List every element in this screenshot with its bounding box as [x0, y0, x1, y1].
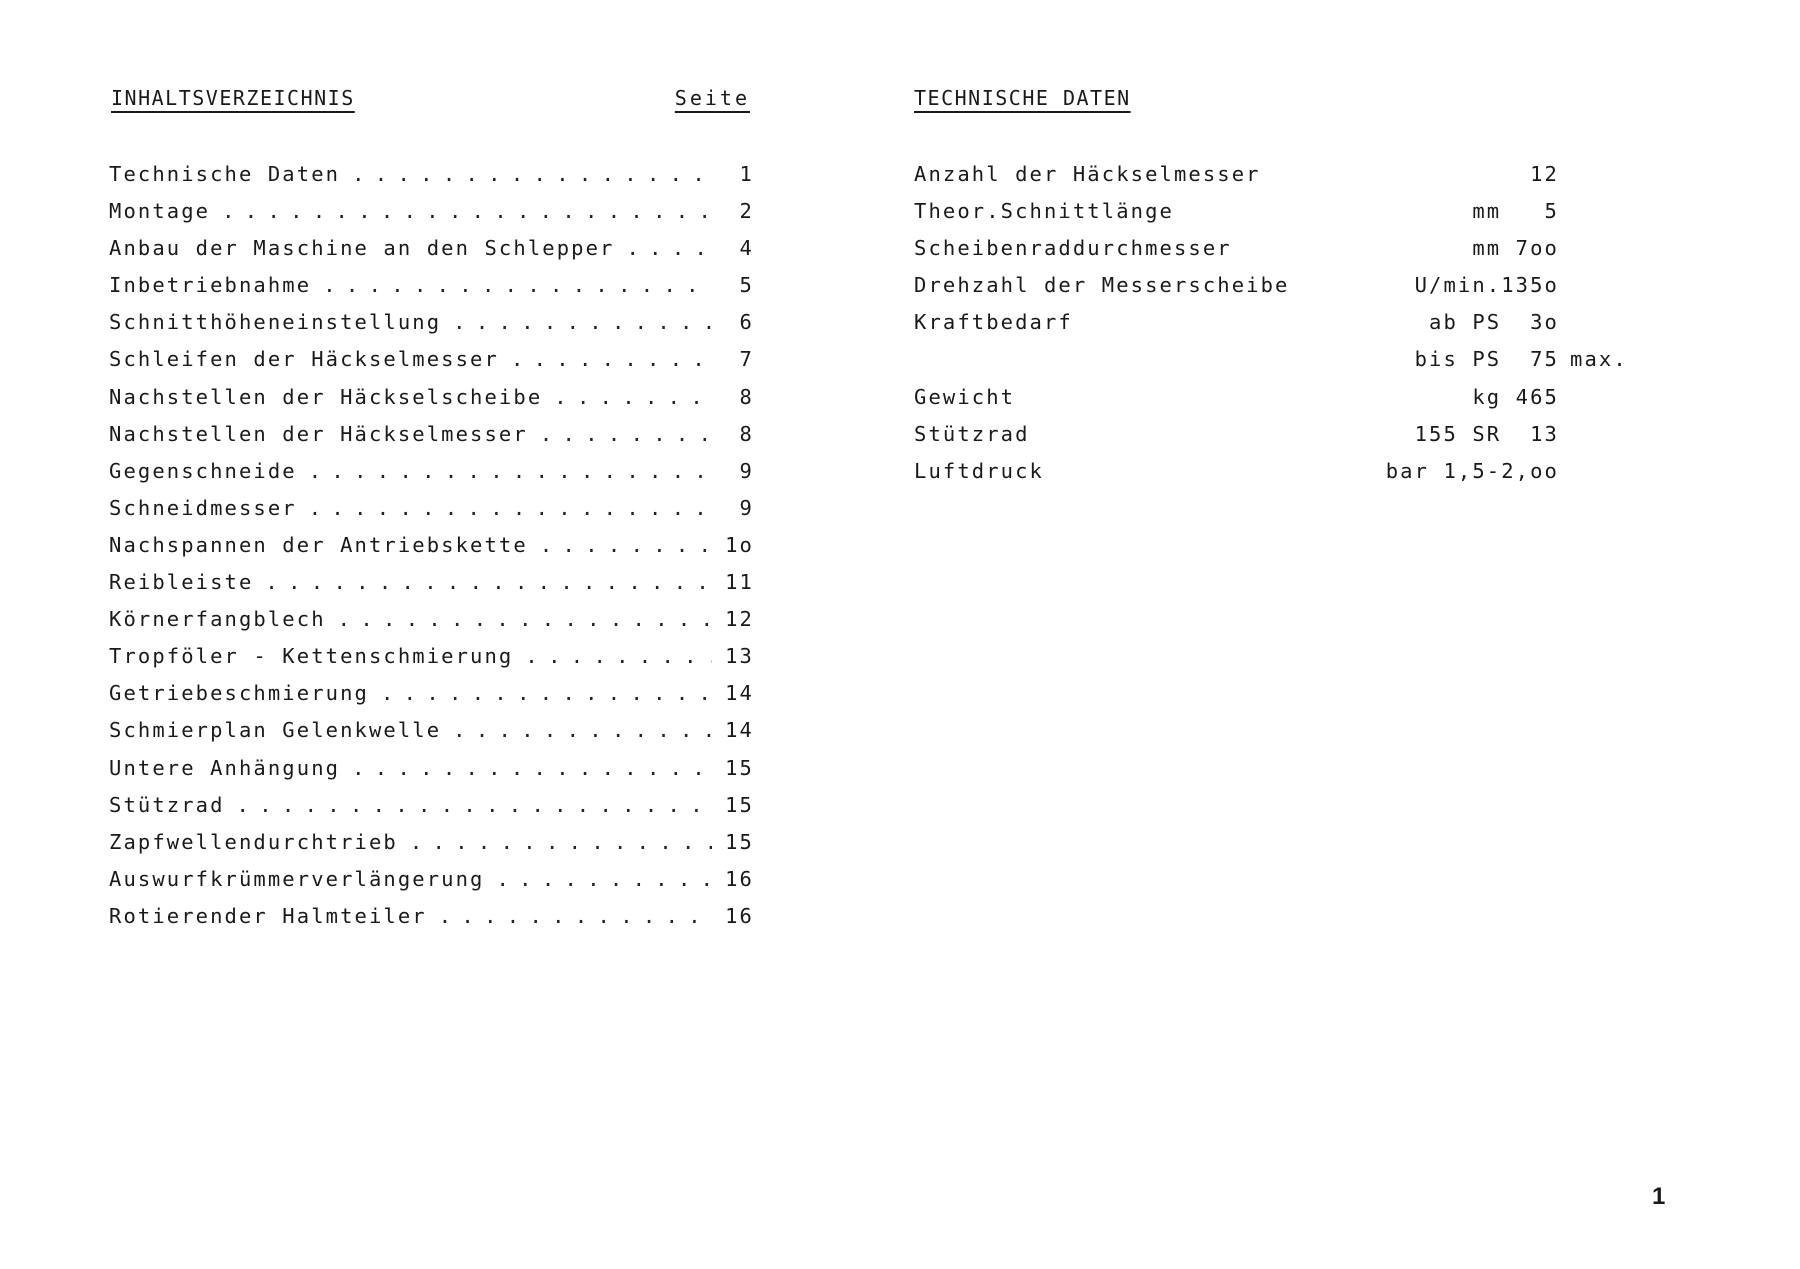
- toc-entry-page: 14: [725, 718, 754, 743]
- toc-entry: [109, 756, 754, 793]
- toc-entry-label: Montage: [109, 199, 211, 224]
- toc-entry-page: 2: [739, 199, 754, 224]
- tech-row-label: Kraftbedarf: [914, 310, 1073, 335]
- toc-entry: [109, 793, 754, 830]
- toc-leader-dots: [453, 310, 712, 334]
- tech-row: [914, 236, 1714, 273]
- toc-entry-label: Nachstellen der Häckselscheibe: [109, 384, 543, 409]
- toc-entry-page: 5: [739, 273, 754, 298]
- toc-entry-label: Rotierender Halmteiler: [109, 903, 427, 928]
- toc-entry-label: Auswurfkrümmerverlängerung: [109, 866, 485, 891]
- toc-entry-label: Reibleiste: [109, 570, 254, 595]
- toc-entry-page: 9: [739, 458, 754, 483]
- toc-entry: [109, 310, 754, 347]
- toc-entry-label: Untere Anhängung: [109, 755, 341, 780]
- toc-leader-dots: [338, 607, 712, 631]
- tech-title: TECHNISCHE DATEN: [914, 86, 1131, 110]
- toc-entry: [109, 867, 754, 904]
- toc-entry-page: 4: [739, 236, 754, 261]
- tech-row-value: bis PS 75: [1414, 347, 1559, 372]
- tech-row-label: Drehzahl der Messerscheibe: [914, 273, 1290, 298]
- toc-entry-page: 15: [725, 755, 754, 780]
- toc-entry-page: 8: [739, 384, 754, 409]
- toc-entry-page: 1: [739, 162, 754, 186]
- toc-leader-dots: [309, 496, 712, 520]
- toc-title: INHALTSVERZEICHNIS: [111, 86, 355, 110]
- toc-entry-label: Schmierplan Gelenkwelle: [109, 718, 442, 743]
- toc-entry: [109, 459, 754, 496]
- toc-entry: [109, 570, 754, 607]
- toc-entry-page: 15: [725, 792, 754, 817]
- toc-entry-page: 7: [739, 347, 754, 372]
- toc-entry-label: Technische Daten: [109, 162, 341, 186]
- toc-leader-dots: [410, 830, 712, 854]
- toc-entry-page: 15: [725, 829, 754, 854]
- toc-leader-dots: [309, 459, 712, 483]
- toc-leader-dots: [352, 756, 712, 780]
- toc-entry-label: Nachspannen der Antriebskette: [109, 532, 528, 557]
- toc-entry: [109, 273, 754, 310]
- toc-entry-page: 1o: [725, 532, 754, 557]
- tech-row-value: U/min.135o: [1414, 273, 1559, 298]
- toc-entry: [109, 496, 754, 533]
- tech-list: [914, 162, 1714, 496]
- toc-header: [109, 86, 754, 116]
- toc-leader-dots: [540, 533, 712, 557]
- tech-row-value: mm 7oo: [1472, 236, 1559, 261]
- toc-entry-page: 9: [739, 495, 754, 520]
- tech-row-value: bar 1,5-2,oo: [1385, 458, 1559, 483]
- toc-entry: [109, 422, 754, 459]
- tech-row-value: 12: [1530, 162, 1559, 186]
- toc-leader-dots: [497, 867, 713, 891]
- toc-entry: [109, 199, 754, 236]
- toc-entry-label: Schleifen der Häckselmesser: [109, 347, 499, 372]
- toc-entry: [109, 830, 754, 867]
- toc-entry-label: Stützrad: [109, 792, 225, 817]
- toc-entry-label: Tropföler - Kettenschmierung: [109, 644, 514, 669]
- tech-row: [914, 273, 1714, 310]
- toc-leader-dots: [222, 199, 712, 223]
- toc-entry: [109, 162, 754, 199]
- toc-entry-page: 16: [725, 903, 754, 928]
- tech-row-value: kg 465: [1472, 384, 1559, 409]
- toc-entry-page: 13: [725, 644, 754, 669]
- toc-entry-label: Schnitthöheneinstellung: [109, 310, 442, 335]
- tech-row-note: max.: [1570, 347, 1628, 372]
- toc-leader-dots: [265, 570, 712, 594]
- toc-entry: [109, 718, 754, 755]
- tech-row-label: Gewicht: [914, 384, 1016, 409]
- tech-row-label: Anzahl der Häckselmesser: [914, 162, 1261, 186]
- toc-entry-label: Inbetriebnahme: [109, 273, 312, 298]
- toc-entry-label: Anbau der Maschine an den Schlepper: [109, 236, 615, 261]
- toc-leader-dots: [525, 644, 712, 668]
- toc-leader-dots: [511, 347, 712, 371]
- tech-row: [914, 459, 1714, 496]
- toc-entry: [109, 236, 754, 273]
- tech-row-label: Theor.Schnittlänge: [914, 199, 1174, 224]
- toc-entry-page: 6: [739, 310, 754, 335]
- toc-entry-label: Schneidmesser: [109, 495, 297, 520]
- toc-entry-page: 11: [725, 570, 754, 595]
- tech-row-label: Stützrad: [914, 421, 1030, 446]
- toc-entry: [109, 644, 754, 681]
- tech-row-label: Scheibenraddurchmesser: [914, 236, 1232, 261]
- toc-leader-dots: [237, 793, 712, 817]
- toc-entry: [109, 347, 754, 384]
- toc-entry: [109, 533, 754, 570]
- toc-entry: [109, 385, 754, 422]
- page-number: 1: [1652, 1183, 1666, 1210]
- toc-entry: [109, 607, 754, 644]
- toc-entry-label: Getriebeschmierung: [109, 681, 369, 706]
- toc-entry-page: 8: [739, 421, 754, 446]
- tech-row-label: Luftdruck: [914, 458, 1044, 483]
- tech-row-value: 155 SR 13: [1414, 421, 1559, 446]
- tech-row: [914, 385, 1714, 422]
- toc-leader-dots: [323, 273, 712, 297]
- toc-leader-dots: [381, 681, 712, 705]
- toc-entry: [109, 681, 754, 718]
- toc-entry-page: 12: [725, 607, 754, 632]
- toc-entry-label: Körnerfangblech: [109, 607, 326, 632]
- toc-page-column-label: Seite: [674, 86, 750, 110]
- toc-entry-page: 14: [725, 681, 754, 706]
- toc-entry: [109, 904, 754, 941]
- toc-leader-dots: [439, 904, 712, 928]
- tech-row-value: mm 5: [1472, 199, 1559, 224]
- toc-leader-dots: [626, 236, 712, 260]
- toc-entry-label: Nachstellen der Häckselmesser: [109, 421, 528, 446]
- tech-row: [914, 310, 1714, 347]
- toc-entry-label: Gegenschneide: [109, 458, 297, 483]
- toc-leader-dots: [352, 162, 712, 186]
- toc-entry-label: Zapfwellendurchtrieb: [109, 829, 398, 854]
- tech-row: [914, 162, 1714, 199]
- tech-row-value: ab PS 3o: [1429, 310, 1559, 335]
- table-of-contents: [109, 86, 754, 928]
- toc-leader-dots: [554, 385, 712, 409]
- tech-row: [914, 199, 1714, 236]
- toc-entry-page: 16: [725, 866, 754, 891]
- toc-leader-dots: [540, 422, 712, 446]
- toc-leader-dots: [453, 718, 712, 742]
- tech-row: [914, 422, 1714, 459]
- toc-list: [109, 162, 754, 941]
- tech-row: [914, 347, 1714, 384]
